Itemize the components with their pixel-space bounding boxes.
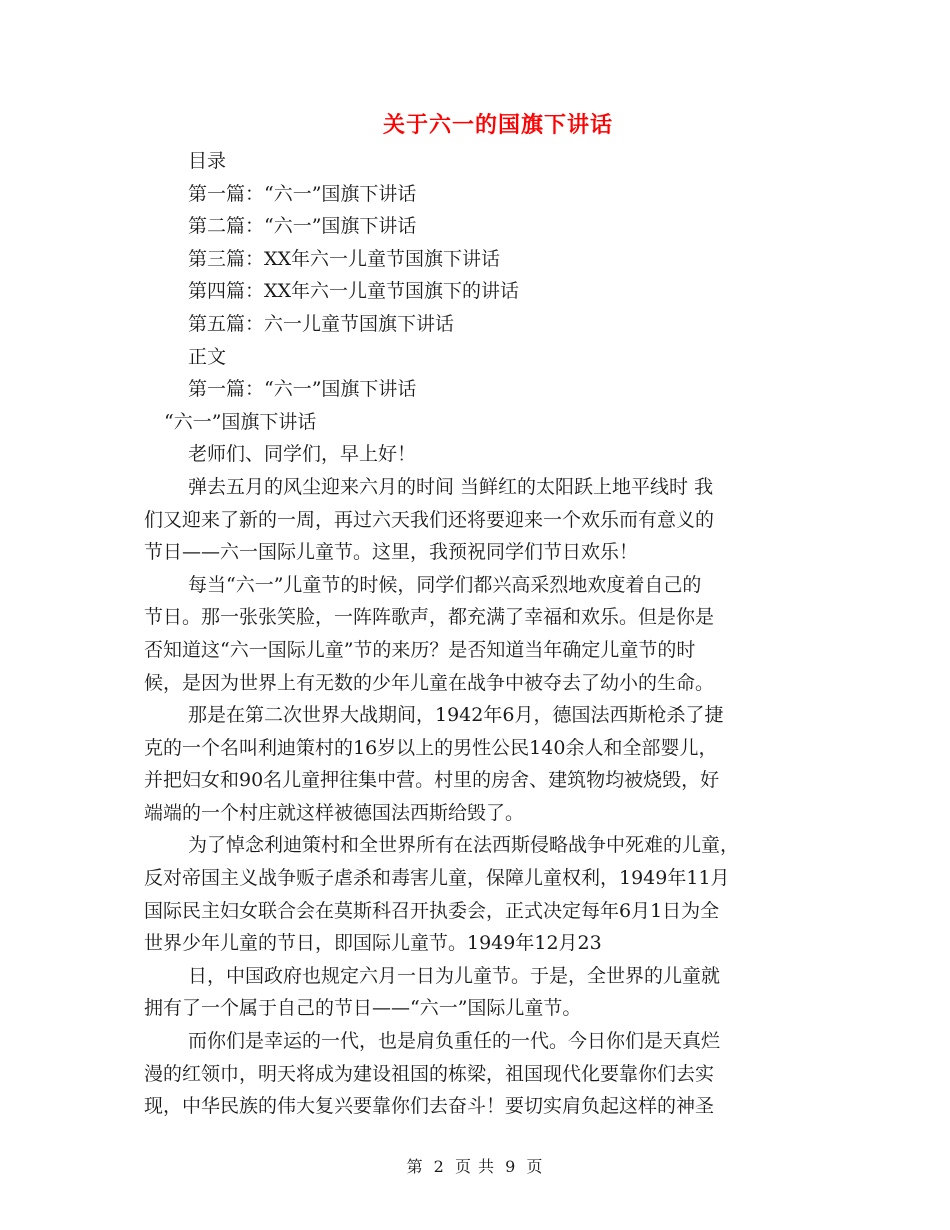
page-footer — [0, 1154, 950, 1177]
footer-label-page: 第 — [406, 1157, 424, 1176]
text-line: 世界少年儿童的节日，即国际儿童节。1949年12月23 — [144, 932, 602, 955]
text-line: 端端的一个村庄就这样被德国法西斯给毁了。 — [144, 801, 525, 824]
text-line: 们又迎来了新的一周，再过六天我们还将要迎来一个欢乐而有意义的 — [144, 508, 715, 531]
document-title: 关于六一的国旗下讲话 — [382, 113, 613, 138]
text-line: 第二篇：“六一”国旗下讲话 — [188, 215, 417, 238]
text-line: 为了悼念利迪策村和全世界所有在法西斯侵略战争中死难的儿童， — [188, 834, 740, 857]
text-line: 克的一个名叫利迪策村的16岁以上的男性公民140余人和全部婴儿， — [144, 736, 718, 759]
text-line: 那是在第二次世界大战期间，1942年6月，德国法西斯枪杀了捷 — [188, 704, 724, 727]
footer-total-pages: 9 — [505, 1157, 517, 1176]
text-line: 现，中华民族的伟大复兴要靠你们去奋斗！要切实肩负起这样的神圣 — [144, 1095, 715, 1118]
text-line: 候，是因为世界上有无数的少年儿童在战争中被夺去了幼小的生命。 — [144, 671, 715, 694]
text-line: 节日。那一张张笑脸，一阵阵歌声，都充满了幸福和欢乐。但是你是 — [144, 606, 715, 629]
text-line: 日，中国政府也规定六月一日为儿童节。于是，全世界的儿童就 — [188, 964, 721, 987]
footer-current-page: 2 — [433, 1157, 445, 1176]
text-line: 第一篇：“六一”国旗下讲话 — [188, 182, 417, 205]
text-line: 老师们、同学们，早上好！ — [188, 443, 417, 466]
text-line: 漫的红领巾，明天将成为建设祖国的栋梁，祖国现代化要靠你们去实 — [144, 1062, 715, 1085]
text-line: 而你们是幸运的一代，也是肩负重任的一代。今日你们是天真烂 — [188, 1030, 721, 1053]
document-body — [144, 145, 804, 1123]
text-line: 反对帝国主义战争贩子虐杀和毒害儿童，保障儿童权利，1949年11月 — [144, 867, 730, 890]
text-line: 每当“六一”儿童节的时候，同学们都兴高采烈地欢度着自己的 — [188, 573, 702, 596]
text-line: 第五篇：六一儿童节国旗下讲话 — [188, 312, 455, 335]
text-line: 拥有了一个属于自己的节日——“六一”国际儿童节。 — [144, 997, 582, 1020]
text-line: 第四篇：XX年六一儿童节国旗下的讲话 — [188, 280, 520, 303]
text-line: 弹去五月的风尘迎来六月的时间 当鲜红的太阳跃上地平线时 我 — [188, 475, 714, 498]
text-line: 正文 — [188, 345, 227, 368]
footer-label-end: 页 — [526, 1157, 544, 1176]
text-line: 第三篇：XX年六一儿童节国旗下讲话 — [188, 247, 501, 270]
text-line: 否知道这“六一国际儿童”节的来历？是否知道当年确定儿童节的时 — [144, 638, 696, 661]
text-line: 国际民主妇女联合会在莫斯科召开执委会，正式决定每年6月1日为全 — [144, 899, 720, 922]
text-line: 节日——六一国际儿童节。这里，我预祝同学们节日欢乐！ — [144, 541, 639, 564]
text-line: “六一”国旗下讲话 — [164, 410, 317, 433]
footer-label-of: 页 共 — [454, 1157, 496, 1176]
text-line: 并把妇女和90名儿童押往集中营。村里的房舍、建筑物均被烧毁，好 — [144, 769, 720, 792]
text-line: 第一篇：“六一”国旗下讲话 — [188, 378, 417, 401]
text-line: 目录 — [188, 150, 227, 172]
